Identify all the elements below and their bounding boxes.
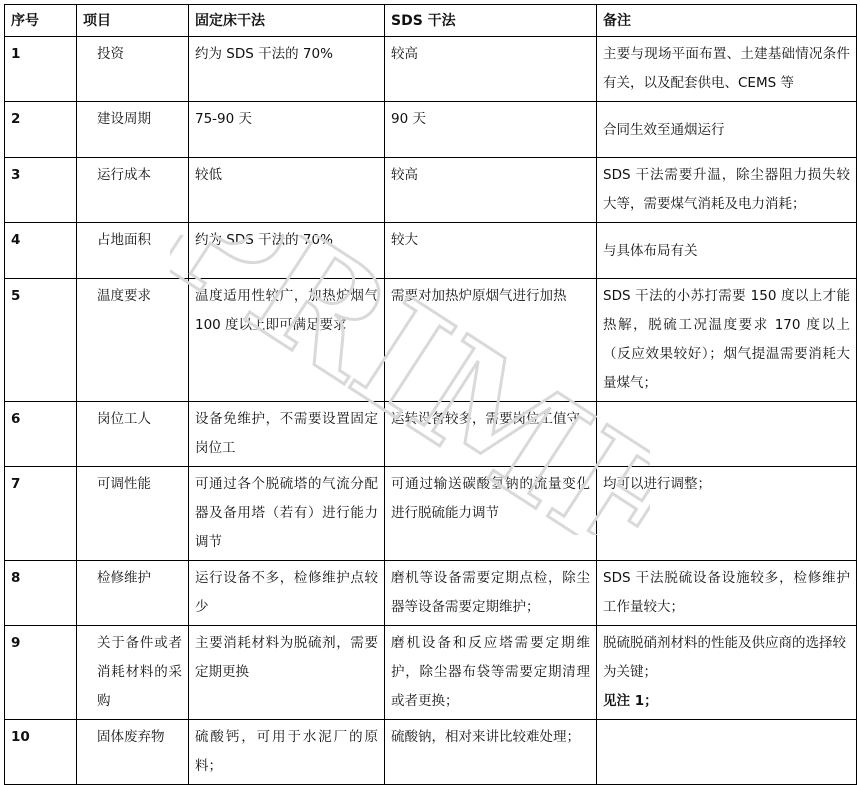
table-row: [5, 279, 857, 402]
table-row: [5, 37, 857, 102]
remarks-note-reference: 见注 1；: [603, 693, 658, 709]
cell-sds: 较高: [385, 37, 597, 102]
table-row: [5, 158, 857, 223]
cell-remarks: [597, 626, 857, 720]
table-row: [5, 561, 857, 626]
cell-item: 固体废弃物: [77, 720, 189, 785]
cell-item: 运行成本: [77, 158, 189, 223]
cell-item: 占地面积: [77, 223, 189, 279]
table-row: [5, 626, 857, 720]
cell-sds: 运转设备较多，需要岗位工值守: [385, 402, 597, 467]
cell-remarks: SDS 干法需要升温，除尘器阻力损失较大等，需要煤气消耗及电力消耗；: [597, 158, 857, 223]
cell-sds: 磨机设备和反应塔需要定期维护，除尘器布袋等需要定期清理或者更换；: [385, 626, 597, 720]
watermark-text: PRIME: [170, 235, 650, 535]
table-row: [5, 467, 857, 561]
cell-fixed-bed: 可通过各个脱硫塔的气流分配器及备用塔（若有）进行能力调节: [189, 467, 385, 561]
cell-sds: 90 天: [385, 102, 597, 158]
header-item: 项目: [77, 5, 189, 37]
cell-seq: 8: [5, 561, 77, 626]
cell-fixed-bed: 主要消耗材料为脱硫剂，需要定期更换: [189, 626, 385, 720]
cell-item: 可调性能: [77, 467, 189, 561]
cell-remarks: SDS 干法脱硫设备设施较多，检修维护工作量较大；: [597, 561, 857, 626]
cell-item: 建设周期: [77, 102, 189, 158]
cell-seq: 1: [5, 37, 77, 102]
cell-item: 投资: [77, 37, 189, 102]
cell-fixed-bed: 运行设备不多，检修维护点较少: [189, 561, 385, 626]
cell-sds: 可通过输送碳酸氢钠的流量变化进行脱硫能力调节: [385, 467, 597, 561]
cell-remarks: [597, 720, 857, 785]
cell-sds: 较大: [385, 223, 597, 279]
cell-fixed-bed: 约为 SDS 干法的 70%: [189, 37, 385, 102]
cell-sds: 硫酸钠，相对来讲比较难处理；: [385, 720, 597, 785]
cell-remarks: 主要与现场平面布置、土建基础情况条件有关，以及配套供电、CEMS 等: [597, 37, 857, 102]
table-header-row: [5, 5, 857, 37]
cell-fixed-bed: 温度适用性较广，加热炉烟气 100 度以上即可满足要求: [189, 279, 385, 402]
cell-item: 温度要求: [77, 279, 189, 402]
cell-fixed-bed: 较低: [189, 158, 385, 223]
remarks-text: 脱硫脱硝剂材料的性能及供应商的选择较为关键；: [603, 635, 846, 680]
remarks-text: 合同生效至通烟运行: [603, 122, 725, 138]
cell-fixed-bed: 设备免维护，不需要设置固定岗位工: [189, 402, 385, 467]
cell-seq: 4: [5, 223, 77, 279]
header-fixed-bed: 固定床干法: [189, 5, 385, 37]
cell-seq: 10: [5, 720, 77, 785]
cell-fixed-bed: 约为 SDS 干法的 70%: [189, 223, 385, 279]
cell-item: 关于备件或者消耗材料的采购: [77, 626, 189, 720]
cell-remarks: 均可以进行调整；: [597, 467, 857, 561]
cell-remarks: SDS 干法的小苏打需要 150 度以上才能热解，脱硫工况温度要求 170 度以上（反应效果较好）；烟气提温需要消耗大量煤气；: [597, 279, 857, 402]
cell-seq: 7: [5, 467, 77, 561]
cell-seq: 2: [5, 102, 77, 158]
header-seq: 序号: [5, 5, 77, 37]
table-row: [5, 223, 857, 279]
cell-remarks: [597, 402, 857, 467]
cell-sds: 需要对加热炉原烟气进行加热: [385, 279, 597, 402]
comparison-table: [4, 4, 857, 785]
remarks-text: 与具体布局有关: [603, 243, 698, 259]
header-remarks: 备注: [597, 5, 857, 37]
table-row: [5, 102, 857, 158]
cell-remarks: [597, 223, 857, 279]
cell-seq: 3: [5, 158, 77, 223]
cell-sds: 较高: [385, 158, 597, 223]
cell-sds: 磨机等设备需要定期点检，除尘器等设备需要定期维护；: [385, 561, 597, 626]
cell-seq: 6: [5, 402, 77, 467]
cell-item: 岗位工人: [77, 402, 189, 467]
cell-seq: 9: [5, 626, 77, 720]
cell-fixed-bed: 75-90 天: [189, 102, 385, 158]
cell-fixed-bed: 硫酸钙，可用于水泥厂的原料；: [189, 720, 385, 785]
comparison-table-wrapper: [4, 4, 857, 785]
cell-seq: 5: [5, 279, 77, 402]
header-sds: SDS 干法: [385, 5, 597, 37]
cell-item: 检修维护: [77, 561, 189, 626]
table-row: [5, 402, 857, 467]
cell-remarks: [597, 102, 857, 158]
table-row: [5, 720, 857, 785]
